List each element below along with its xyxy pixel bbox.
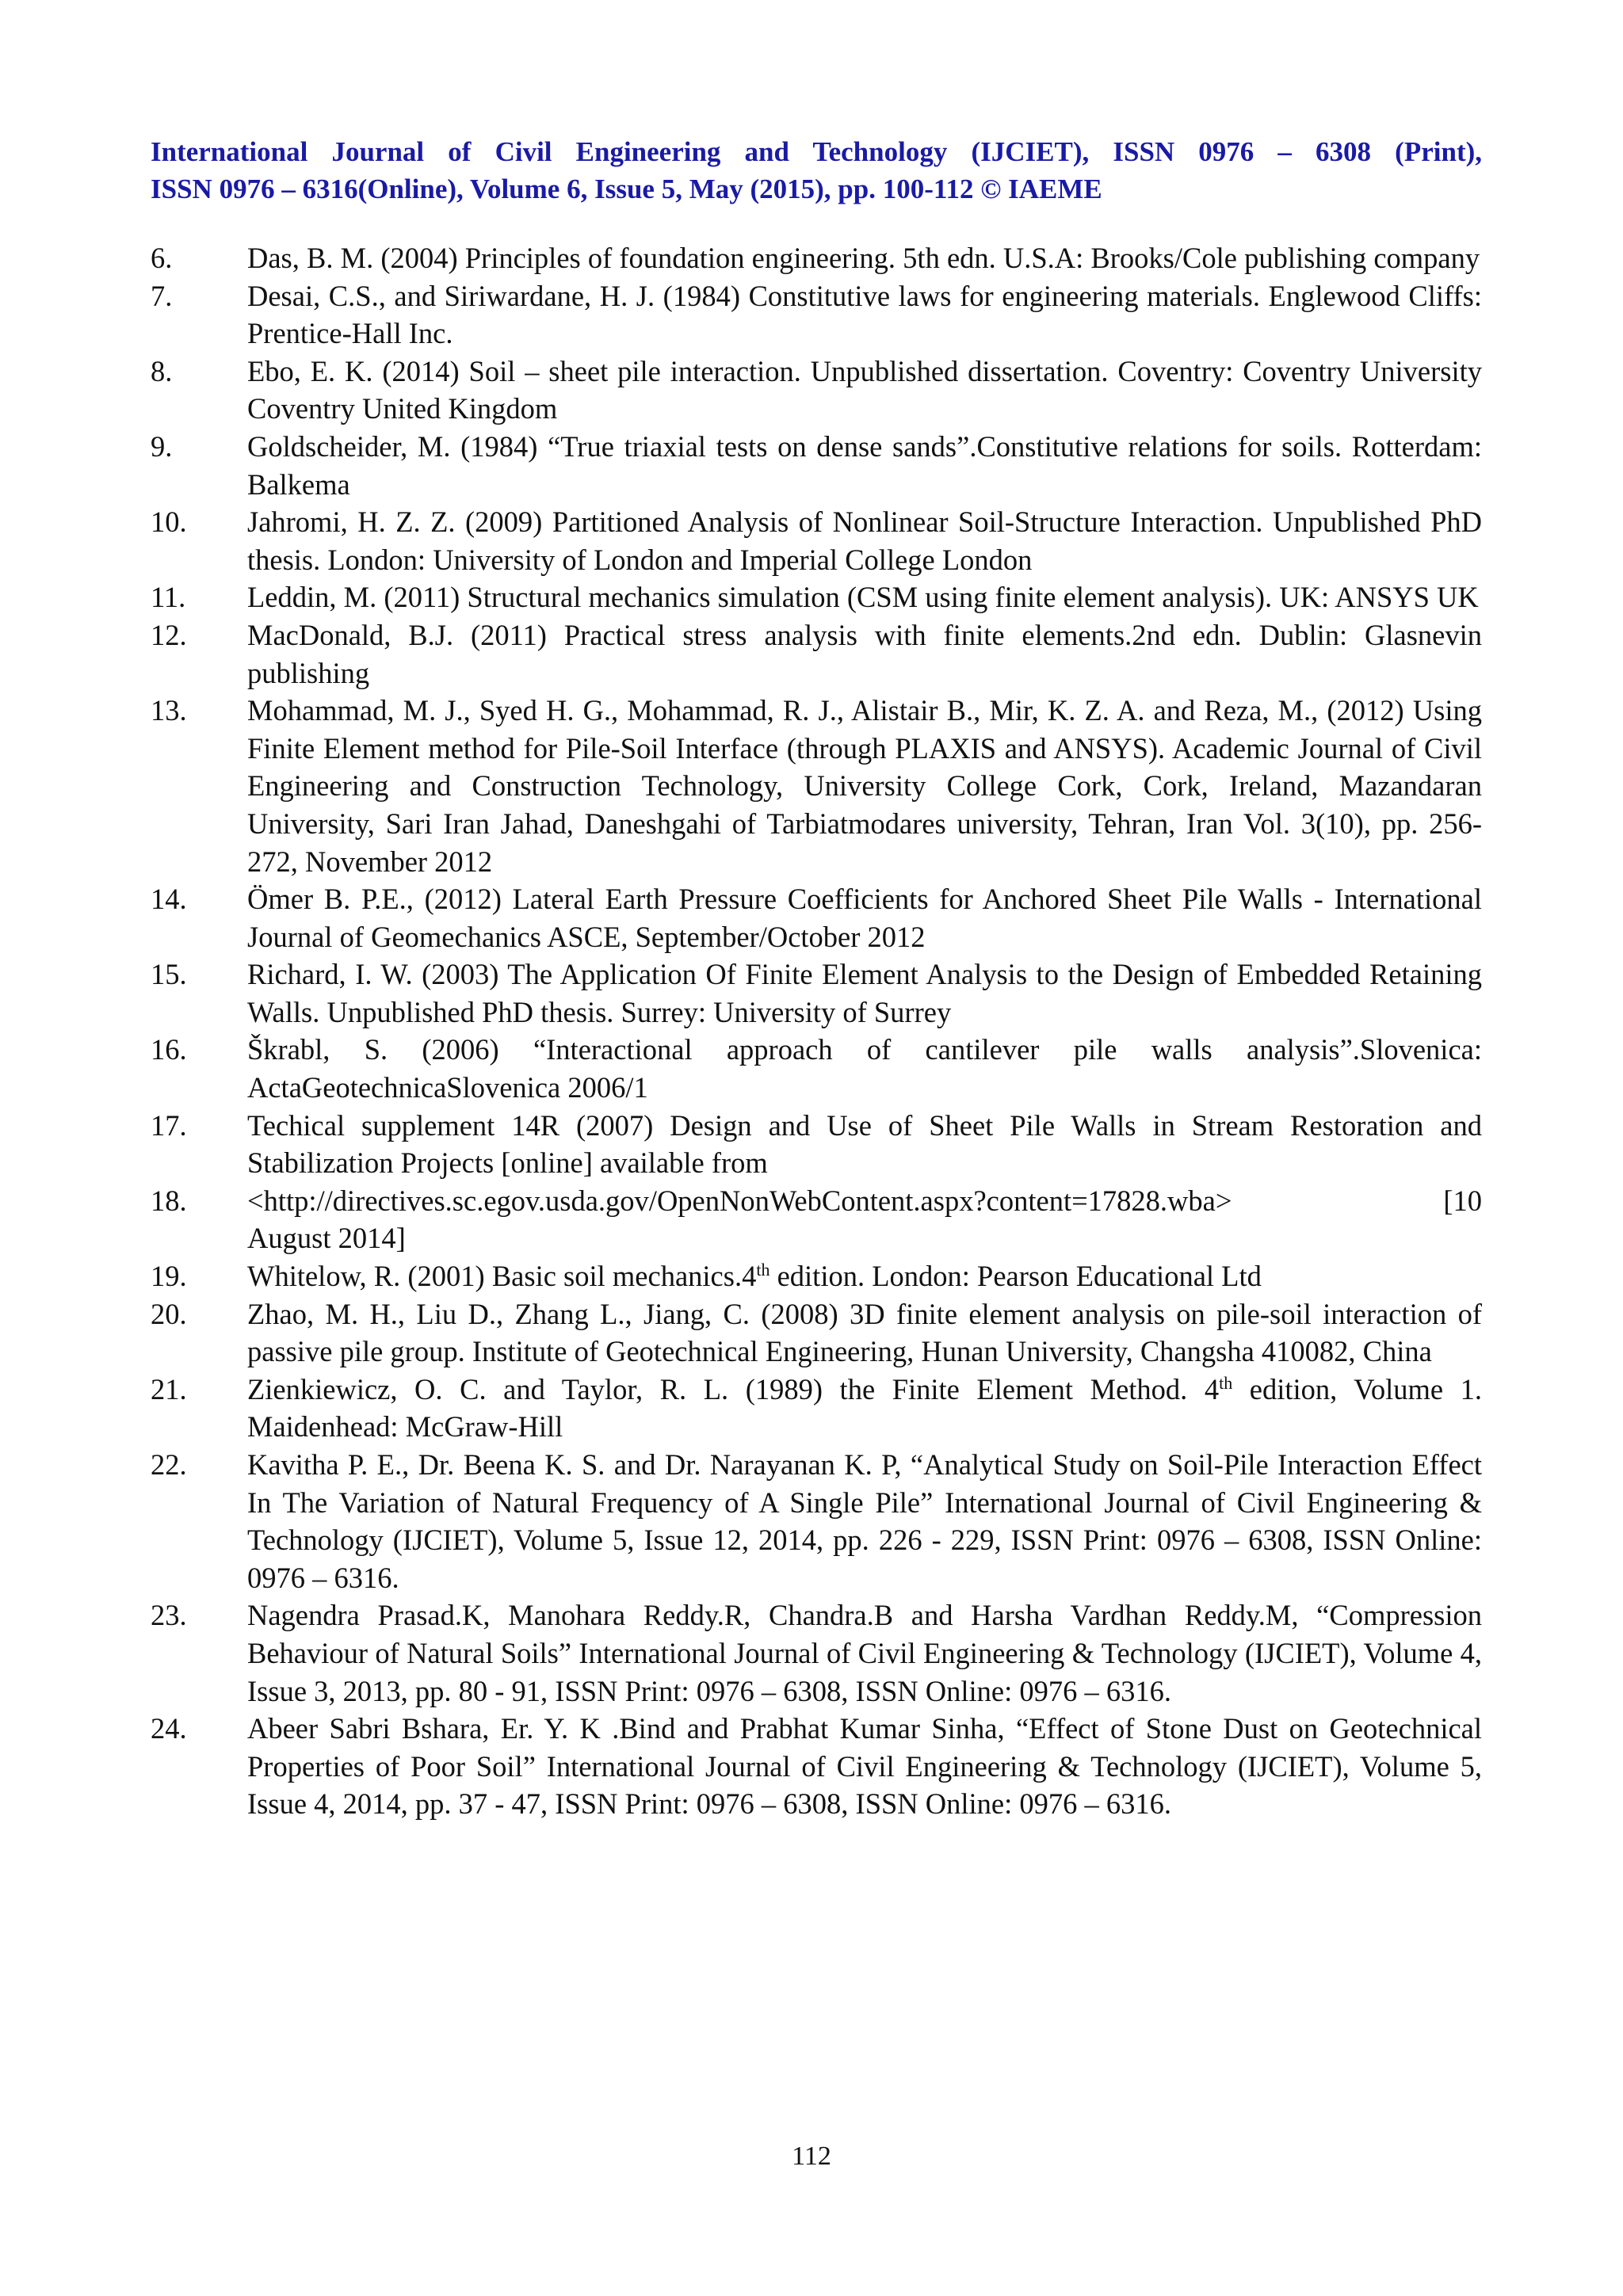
reference-item-18 bbox=[151, 1182, 1482, 1257]
reference-item-10 bbox=[151, 503, 1482, 578]
reference-number: 8. bbox=[151, 354, 173, 387]
reference-access-date-open: [10 bbox=[1443, 1184, 1482, 1217]
reference-text-post: edition. London: Pearson Educational Ltd bbox=[769, 1260, 1262, 1293]
reference-item-16 bbox=[151, 1031, 1482, 1106]
reference-number: 11. bbox=[151, 581, 186, 614]
reference-text: MacDonald, B.J. (2011) Practical stress analysis with finite elements.2nd edn. Dublin: Glasnevin publishing bbox=[247, 618, 1482, 689]
ordinal-superscript: th bbox=[756, 1259, 770, 1280]
reference-number: 24. bbox=[151, 1712, 187, 1745]
reference-text: Abeer Sabri Bshara, Er. Y. K .Bind and Prabhat Kumar Sinha, “Effect of Stone Dust on Geotechnical Properties of Poor Soil” International Journal of Civil Engineering & Technology (IJCIET), Volume 5, Issue 4, 2014, pp. 37 - 47, ISSN Print: 0976 – 6308, ISSN Online: 0976 – 6316. bbox=[247, 1712, 1482, 1821]
reference-number: 12. bbox=[151, 618, 187, 651]
reference-text: Ebo, E. K. (2014) Soil – sheet pile interaction. Unpublished dissertation. Coventry: Coventry University Coventry United Kingdom bbox=[247, 354, 1482, 425]
reference-text: Richard, I. W. (2003) The Application Of Finite Element Analysis to the Design of Embedded Retaining Walls. Unpublished PhD thesis. Surrey: University of Surrey bbox=[247, 958, 1482, 1028]
header-line-2: ISSN 0976 – 6316(Online), Volume 6, Issue 5, May (2015), pp. 100-112 © IAEME bbox=[151, 174, 1102, 204]
reference-url-line bbox=[247, 1182, 1482, 1220]
reference-text: Mohammad, M. J., Syed H. G., Mohammad, R. J., Alistair B., Mir, K. Z. A. and Reza, M., (2012) Using Finite Element method for Pile-Soil Interface (through PLAXIS and ANSYS). Academic Journal of Civil Engineering and Construction Technology, University College Cork, Cork, Ireland, Mazandaran University, Sari Iran Jahad, Daneshgahi of Tarbiatmodares university, Tehran, Iran Vol. 3(10), pp. 256-272, November 2012 bbox=[247, 694, 1482, 878]
reference-item-11 bbox=[151, 578, 1482, 616]
reference-url[interactable]: <http://directives.sc.egov.usda.gov/OpenNonWebContent.aspx?content=17828.wba> bbox=[247, 1184, 1232, 1217]
reference-number: 16. bbox=[151, 1033, 187, 1066]
reference-item-20 bbox=[151, 1295, 1482, 1371]
running-header bbox=[151, 133, 1482, 208]
reference-number: 19. bbox=[151, 1260, 187, 1293]
reference-text: Nagendra Prasad.K, Manohara Reddy.R, Chandra.B and Harsha Vardhan Reddy.M, “Compression Behaviour of Natural Soils” International Journal of Civil Engineering & Technology (IJCIET), Volume 4, Issue 3, 2013, pp. 80 - 91, ISSN Print: 0976 – 6308, ISSN Online: 0976 – 6316. bbox=[247, 1599, 1482, 1707]
reference-number: 13. bbox=[151, 694, 187, 727]
reference-text-post: edition, Volume 1. Maidenhead: McGraw-Hill bbox=[247, 1372, 1482, 1444]
reference-item-22 bbox=[151, 1446, 1482, 1596]
reference-item-13 bbox=[151, 692, 1482, 880]
reference-text: Desai, C.S., and Siriwardane, H. J. (1984) Constitutive laws for engineering materials. Englewood Cliffs: Prentice-Hall Inc. bbox=[247, 279, 1482, 350]
reference-number: 15. bbox=[151, 958, 187, 991]
ordinal-superscript: th bbox=[1219, 1372, 1233, 1393]
reference-item-7 bbox=[151, 277, 1482, 353]
reference-number: 14. bbox=[151, 883, 187, 916]
reference-number: 20. bbox=[151, 1297, 187, 1330]
reference-text: Zhao, M. H., Liu D., Zhang L., Jiang, C. (2008) 3D finite element analysis on pile-soil interaction of passive pile group. Institute of Geotechnical Engineering, Hunan University, Changsha 410082, China bbox=[247, 1297, 1482, 1368]
reference-item-6 bbox=[151, 239, 1482, 277]
reference-text: Goldscheider, M. (1984) “True triaxial tests on dense sands”.Constitutive relations for soils. Rotterdam: Balkema bbox=[247, 429, 1482, 501]
reference-number: 21. bbox=[151, 1372, 187, 1405]
reference-item-21 bbox=[151, 1371, 1482, 1446]
reference-number: 18. bbox=[151, 1184, 187, 1217]
reference-text: Ömer B. P.E., (2012) Lateral Earth Pressure Coefficients for Anchored Sheet Pile Walls - International Journal of Geomechanics ASCE, September/October 2012 bbox=[247, 883, 1482, 953]
reference-item-23 bbox=[151, 1596, 1482, 1710]
reference-text: Jahromi, H. Z. Z. (2009) Partitioned Analysis of Nonlinear Soil-Structure Interaction. Unpublished PhD thesis. London: University of London and Imperial College London bbox=[247, 505, 1482, 576]
reference-number: 10. bbox=[151, 505, 187, 539]
header-line-1: International Journal of Civil Engineering and Technology (IJCIET), ISSN 0976 – 6308 (Print), bbox=[151, 136, 1482, 167]
reference-item-17 bbox=[151, 1107, 1482, 1182]
reference-text-pre: Zienkiewicz, O. C. and Taylor, R. L. (1989) the Finite Element Method. 4 bbox=[247, 1372, 1220, 1405]
reference-text: Škrabl, S. (2006) “Interactional approach of cantilever pile walls analysis”.Slovenica: ActaGeotechnicaSlovenica 2006/1 bbox=[247, 1033, 1482, 1104]
reference-list bbox=[151, 239, 1482, 1823]
reference-item-9 bbox=[151, 428, 1482, 503]
reference-item-8 bbox=[151, 353, 1482, 428]
reference-item-24 bbox=[151, 1710, 1482, 1823]
reference-number: 7. bbox=[151, 279, 173, 312]
reference-text: Techical supplement 14R (2007) Design and Use of Sheet Pile Walls in Stream Restoration and Stabilization Projects [online] available from bbox=[247, 1108, 1482, 1180]
reference-number: 6. bbox=[151, 242, 173, 274]
reference-text: Kavitha P. E., Dr. Beena K. S. and Dr. Narayanan K. P, “Analytical Study on Soil-Pile Interaction Effect In The Variation of Natural Frequency of A Single Pile” International Journal of Civil Engineering & Technology (IJCIET), Volume 5, Issue 12, 2014, pp. 226 - 229, ISSN Print: 0976 – 6308, ISSN Online: 0976 – 6316. bbox=[247, 1448, 1482, 1594]
reference-number: 17. bbox=[151, 1108, 187, 1142]
reference-text: Leddin, M. (2011) Structural mechanics simulation (CSM using finite element analysis). UK: ANSYS UK bbox=[247, 581, 1479, 614]
reference-number: 9. bbox=[151, 429, 173, 463]
reference-text: Das, B. M. (2004) Principles of foundation engineering. 5th edn. U.S.A: Brooks/Cole publishing company bbox=[247, 242, 1480, 274]
reference-text-pre: Whitelow, R. (2001) Basic soil mechanics.4 bbox=[247, 1260, 757, 1293]
reference-number: 23. bbox=[151, 1599, 187, 1632]
reference-item-12 bbox=[151, 616, 1482, 692]
reference-access-date-rest: August 2014] bbox=[247, 1222, 406, 1255]
reference-item-19 bbox=[151, 1257, 1482, 1295]
reference-number: 22. bbox=[151, 1448, 187, 1481]
page-number: 112 bbox=[792, 2142, 831, 2171]
reference-item-14 bbox=[151, 880, 1482, 955]
reference-item-15 bbox=[151, 955, 1482, 1031]
